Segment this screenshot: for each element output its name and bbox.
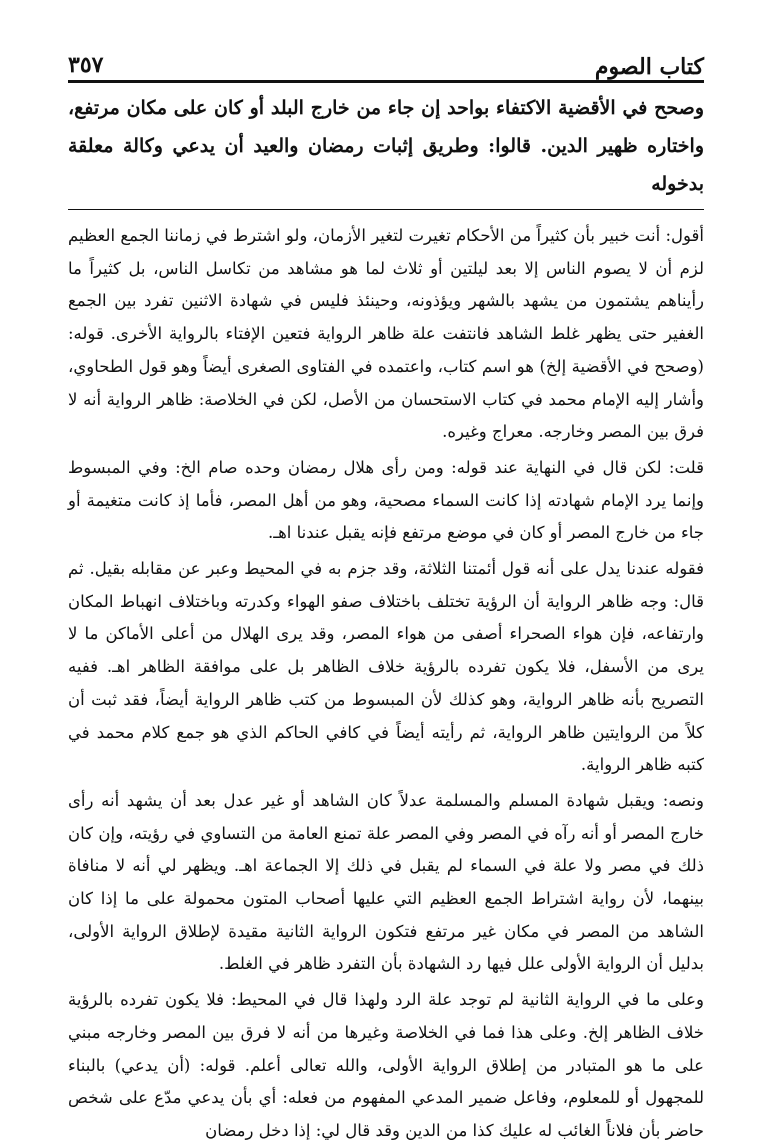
- commentary-paragraph-4: ونصه: ويقبل شهادة المسلم والمسلمة عدلاً كان الشاهد أو غير عدل بعد أن يشهد أنه رأى خارج المصر أو أنه رآه في المصر وفي المصر علة تمنع العامة من التساوي في رؤيته، وإن كان ذلك في مصر ولا علة في السماء لم يقبل في ذلك إلا الجماعة اهـ. ويظهر لي أنه لا منافاة بينهما، لأن رواية اشتراط الجمع العظيم التي عليها أصحاب المتون محمولة على ما إذا كان الشاهد من المصر في مكان غير مرتفع فتكون الرواية الثانية مقيدة لإطلاق الرواية الأولى، بدليل أن الرواية الأولى علل فيها رد الشهادة بأن التفرد ظاهر في الغلط.: [68, 790, 704, 974]
- commentary-paragraph-5: وعلى ما في الرواية الثانية لم توجد علة الرد ولهذا قال في المحيط: فلا يكون تفرده بالرؤية خلاف الظاهر إلخ. وعلى هذا فما في الخلاصة وغيرها من أنه لا فرق بين المصر وخارجه مبني على ما هو المتبادر من إطلاق الرواية الأولى، والله تعالى أعلم. قوله: (أن يدعي) بالبناء للمجهول أو للمعلوم، وفاعل ضمير المدعي المفهوم من فعله: أي بأن يدعي مدّع على شخص حاضر بأن فلاناً الغائب له عليك كذا من الدين وقد قال لي: إذا دخل رمضان: [68, 990, 704, 1140]
- running-title: كتاب الصوم: [594, 54, 704, 80]
- page-number: ٣٥٧: [68, 52, 104, 78]
- main-text: وصحح في الأقضية الاكتفاء بواحد إن جاء من خارج البلد أو كان على مكان مرتفع، واختاره ظهير الدين. قالوا: وطريق إثبات رمضان والعيد أن يدعي وكالة معلقة بدخوله: [68, 97, 704, 195]
- separator-rule: [68, 209, 704, 210]
- commentary-paragraph-2: قلت: لكن قال في النهاية عند قوله: ومن رأى هلال رمضان وحده صام الخ: وفي المبسوط وإنما يرد الإمام شهادته إذا كانت السماء مصحية، وهو من أهل المصر، فأما إذ كانت متغيمة أو جاء من خارج المصر أو كان في موضع مرتفع فإنه يقبل عندنا اهـ.: [68, 457, 704, 543]
- commentary-paragraph-1: أقول: أنت خبير بأن كثيراً من الأحكام تغيرت لتغير الأزمان، ولو اشترط في زماننا الجمع العظيم لزم أن لا يصوم الناس إلا بعد ليلتين أو ثلاث لما هو مشاهد من تكاسل الناس، بل كثيراً ما رأيناهم يشتمون من يشهد بالشهر ويؤذونه، وحينئذ فليس في شهادة الاثنين تفرد بين الجمع الغفير حتى يظهر غلط الشاهد فانتفت علة ظاهر الرواية فتعين الإفتاء بالرواية الأخرى. قوله: (وصحح في الأقضية إلخ) هو اسم كتاب، واعتمده في الفتاوى الصغرى أيضاً وهو قول الطحاوي، وأشار إليه الإمام محمد في كتاب الاستحسان من الأصل، لكن في الخلاصة: ظاهر الرواية أنه لا فرق بين المصر وخارجه. معراج وغيره.: [68, 226, 704, 442]
- page-header: [68, 46, 704, 80]
- header-rule: [68, 80, 704, 83]
- commentary-paragraph-3: فقوله عندنا يدل على أنه قول أئمتنا الثلاثة، وقد جزم به في المحيط وعبر عن مقابله بقيل. ثم قال: وجه ظاهر الرواية أن الرؤية تختلف باختلاف صفو الهواء وكدرته وباختلاف انهباط المكان وارتفاعه، فإن هواء الصحراء أصفى من هواء المصر، وقد يرى الهلال من أعلى الأماكن ما لا يرى من الأسفل، فلا يكون تفرده بالرؤية خلاف الظاهر بل على موافقة الظاهر اهـ. ففيه التصريح بأنه ظاهر الرواية، وهو كذلك لأن المبسوط من كتب ظاهر الرواية أيضاً، فقد ثبت أن كلاً من الروايتين ظاهر الرواية، ثم رأيته أيضاً في كافي الحاكم الذي هو جمع كلام محمد في كتبه ظاهر الرواية.: [68, 559, 704, 775]
- commentary: [68, 220, 704, 1148]
